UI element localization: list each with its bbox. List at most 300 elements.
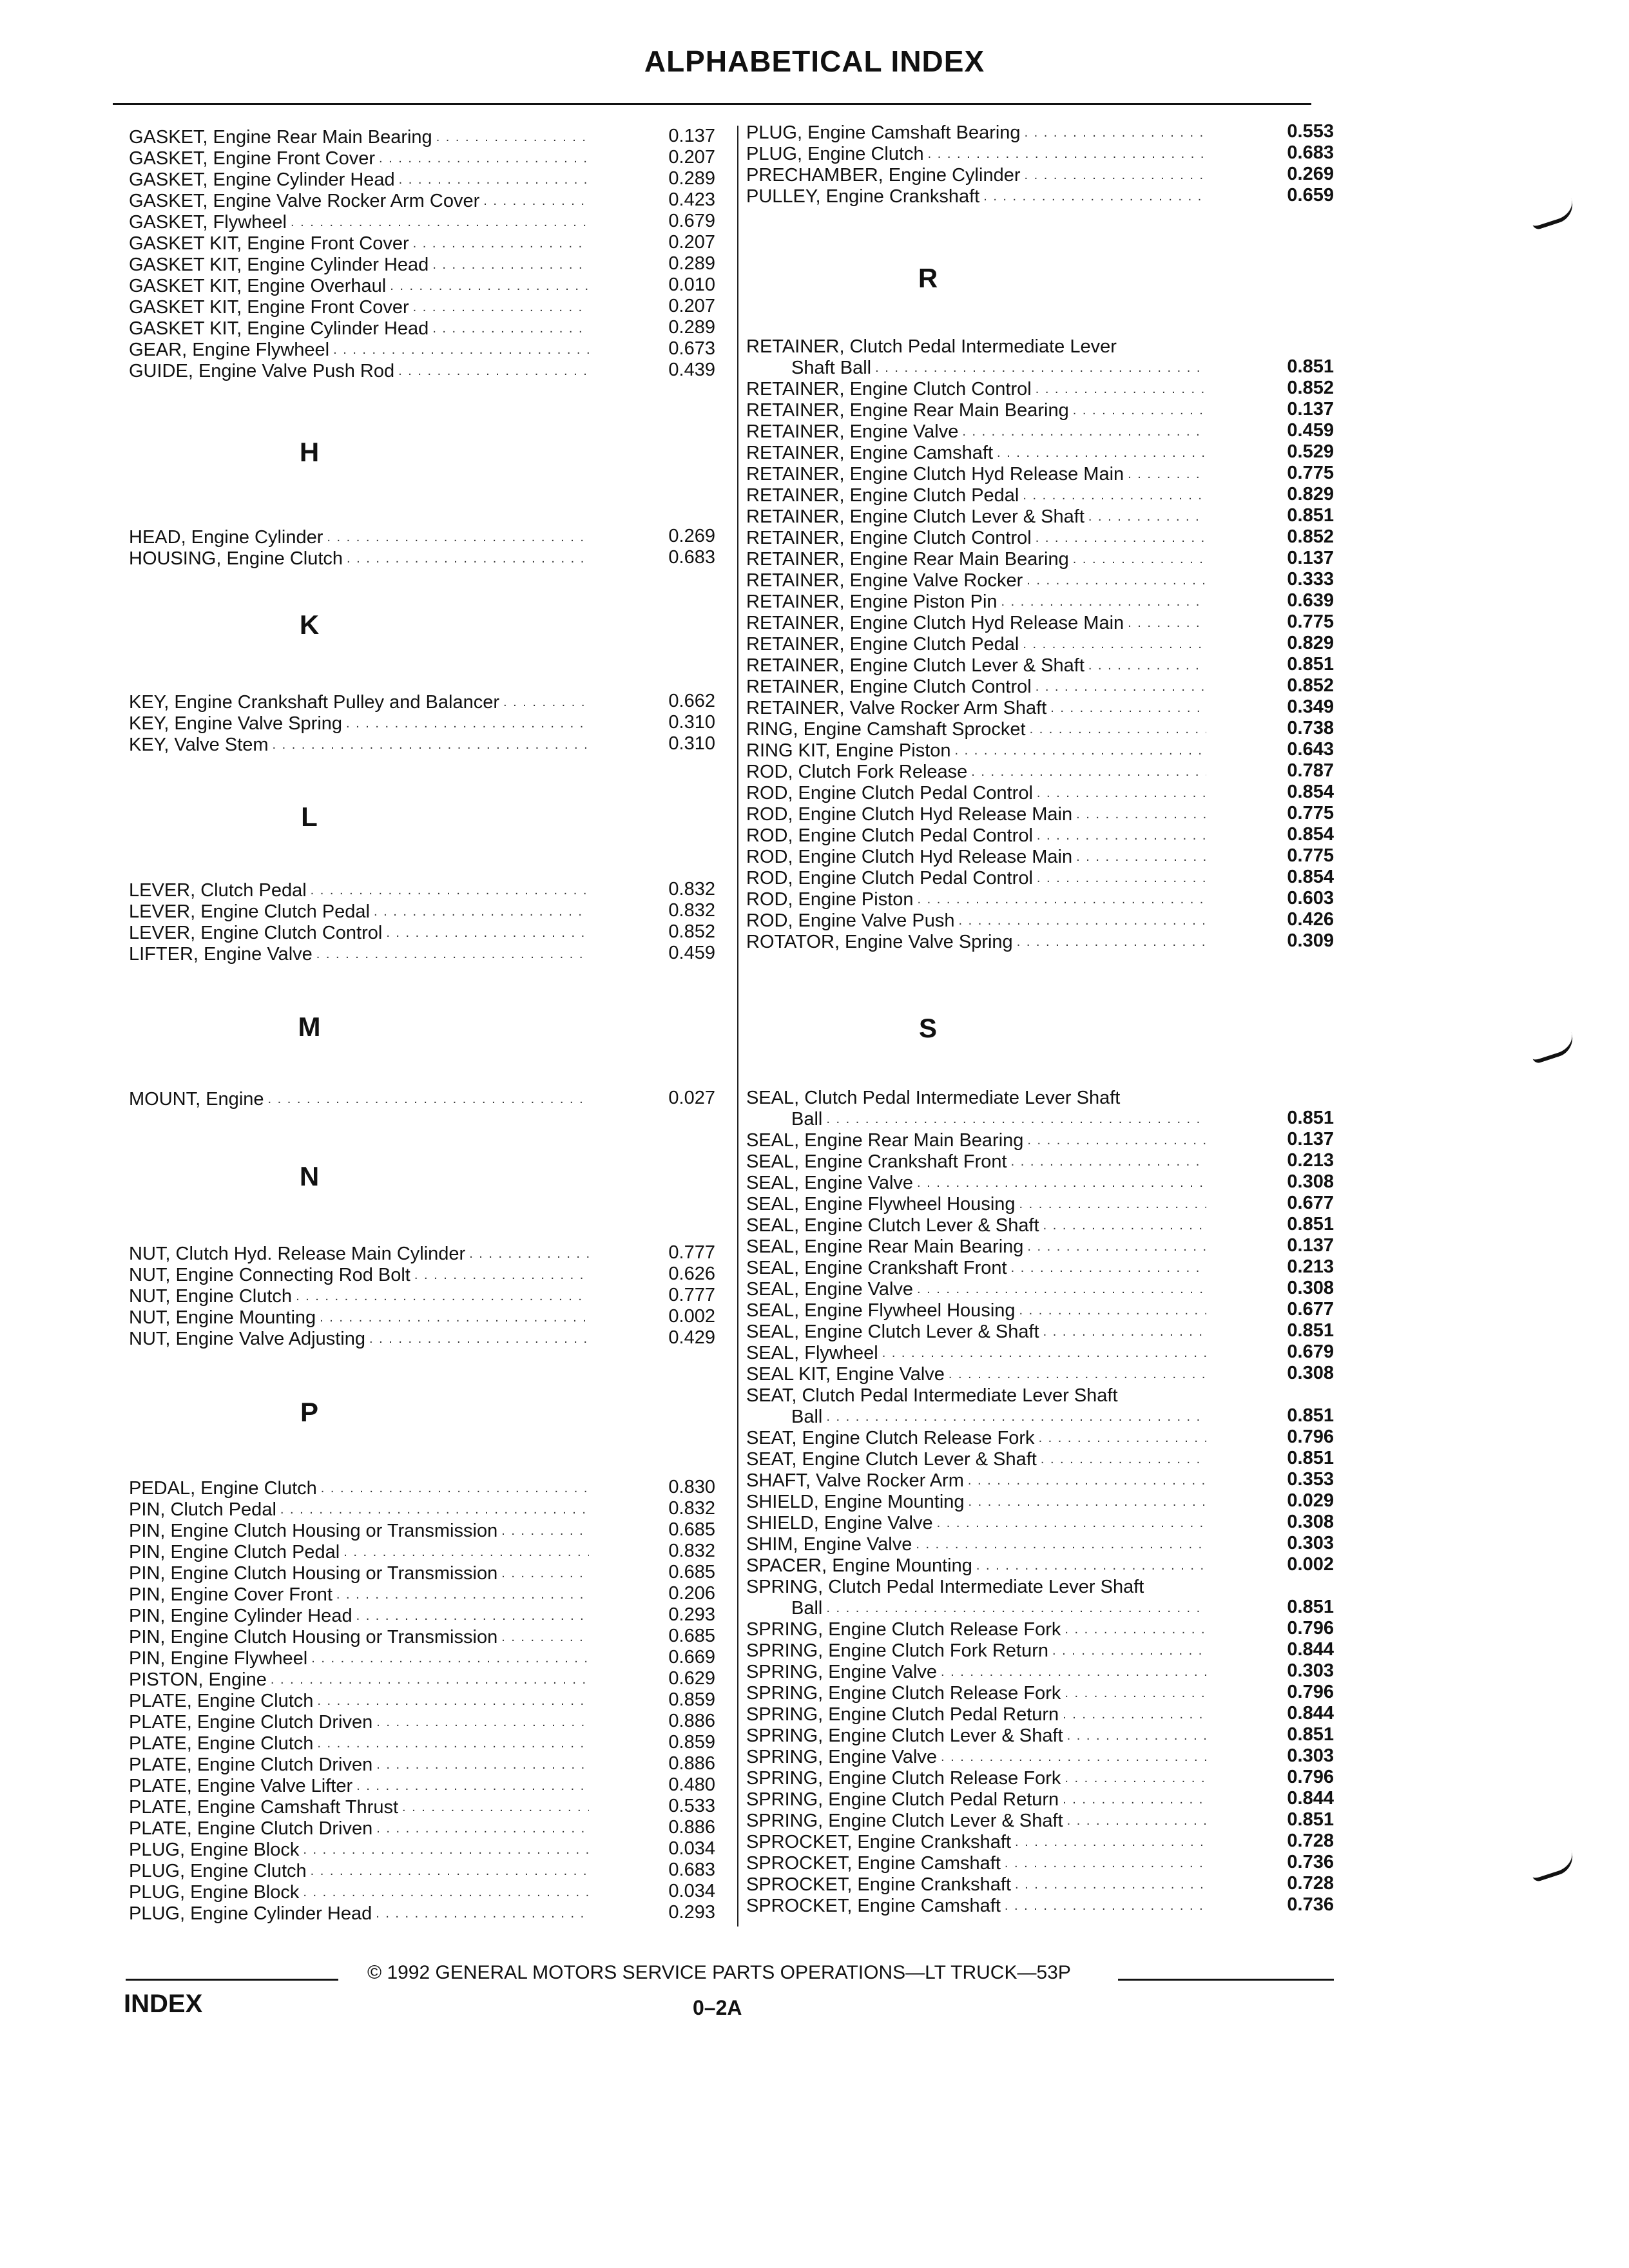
entry-label: SEAL, Engine Clutch Lever & Shaft [746, 1321, 1039, 1342]
index-entry [746, 825, 1210, 846]
page-number: 0–2A [693, 1996, 742, 2019]
page-reference: 0.626 [668, 1264, 715, 1284]
leader-dots [343, 1542, 589, 1562]
index-entry [791, 358, 1210, 378]
leader-dots [1076, 847, 1206, 867]
leader-dots [469, 1244, 589, 1264]
leader-dots [436, 127, 589, 148]
index-entry [746, 1513, 1210, 1533]
entry-label: RETAINER, Engine Camshaft [746, 443, 994, 463]
entry-label: GASKET, Engine Valve Rocker Arm Cover [129, 191, 480, 211]
entry-label: NUT, Clutch Hyd. Release Main Cylinder [129, 1244, 466, 1264]
leader-dots [1039, 1428, 1206, 1448]
index-entry [791, 1407, 1210, 1427]
leader-dots [917, 1279, 1206, 1300]
page-reference: 0.309 [1287, 930, 1334, 951]
page-reference: 0.308 [1287, 1512, 1334, 1532]
entry-label: PIN, Engine Clutch Pedal [129, 1542, 340, 1562]
page-reference: 0.679 [668, 211, 715, 231]
page-reference: 0.639 [1287, 590, 1334, 611]
leader-dots [1065, 1768, 1206, 1789]
page-reference: 0.832 [668, 879, 715, 899]
page-reference: 0.851 [1287, 505, 1334, 526]
page-reference: 0.844 [1287, 1788, 1334, 1809]
leader-dots [1041, 1449, 1206, 1470]
leader-dots [501, 1563, 589, 1584]
leader-dots [1043, 1215, 1206, 1236]
index-entry [129, 1286, 593, 1307]
index-entry [129, 212, 593, 233]
index-entry [746, 932, 1210, 952]
leader-dots [1015, 1874, 1206, 1895]
copyright-line: © 1992 GENERAL MOTORS SERVICE PARTS OPERATIONS—LT TRUCK—53P [367, 1962, 1071, 1983]
page-reference: 0.851 [1287, 1320, 1334, 1341]
page-reference: 0.426 [1287, 909, 1334, 930]
entry-label: RETAINER, Engine Rear Main Bearing [746, 549, 1069, 570]
page-reference: 0.137 [1287, 548, 1334, 568]
entry-label: SPACER, Engine Mounting [746, 1555, 972, 1576]
page-reference: 0.851 [1287, 1214, 1334, 1235]
binder-mark [1528, 1850, 1577, 1883]
leader-dots [1063, 1789, 1206, 1810]
leader-dots [316, 944, 589, 965]
index-entry [746, 1173, 1210, 1193]
index-entry [129, 1648, 593, 1669]
index-entry [129, 1542, 593, 1562]
leader-dots [311, 1861, 589, 1881]
index-entry [129, 1307, 593, 1328]
index-entry [129, 148, 593, 169]
page-reference: 0.851 [1287, 1405, 1334, 1426]
entry-label: RETAINER, Engine Clutch Lever & Shaft [746, 655, 1084, 676]
page-reference: 0.851 [1287, 1597, 1334, 1617]
leader-dots [1036, 677, 1206, 697]
page-reference: 0.886 [668, 1753, 715, 1774]
index-entry [746, 186, 1210, 207]
leader-dots [503, 692, 589, 713]
entry-label: PISTON, Engine [129, 1669, 267, 1690]
leader-dots [1065, 1683, 1206, 1704]
page-reference: 0.349 [1287, 697, 1334, 717]
index-entry [746, 1364, 1210, 1385]
index-entry [746, 1279, 1210, 1300]
page-reference: 0.796 [1287, 1618, 1334, 1639]
leader-dots [399, 169, 589, 190]
entry-label: SHAFT, Valve Rocker Arm [746, 1470, 964, 1491]
index-entry [129, 923, 593, 943]
entry-label: LIFTER, Engine Valve [129, 944, 313, 965]
leader-dots [390, 276, 589, 296]
entry-label: SEAT, Clutch Pedal Intermediate Lever Shaft [746, 1385, 1118, 1406]
entry-label: LEVER, Clutch Pedal [129, 880, 307, 901]
entry-label: KEY, Engine Valve Spring [129, 713, 343, 734]
page-reference: 0.137 [1287, 1129, 1334, 1149]
page-reference: 0.852 [668, 921, 715, 942]
page-reference: 0.829 [1287, 633, 1334, 653]
leader-dots [376, 1818, 589, 1839]
entry-label: RETAINER, Engine Clutch Control [746, 379, 1032, 399]
leader-dots [1043, 1321, 1206, 1342]
index-entry [746, 1662, 1210, 1682]
entry-label: RETAINER, Engine Clutch Lever & Shaft [746, 506, 1084, 527]
page-reference: 0.859 [668, 1732, 715, 1753]
index-entry [746, 1428, 1210, 1448]
index-entry [746, 1555, 1210, 1576]
section-letter: H [299, 437, 320, 467]
page-reference: 0.775 [1287, 463, 1334, 483]
leader-dots [1037, 783, 1206, 803]
leader-dots [1037, 825, 1206, 846]
index-entry [129, 1606, 593, 1626]
entry-label: GASKET KIT, Engine Front Cover [129, 297, 409, 318]
page-reference: 0.851 [1287, 1724, 1334, 1745]
entry-label: RETAINER, Valve Rocker Arm Shaft [746, 698, 1047, 718]
page-reference: 0.851 [1287, 1448, 1334, 1468]
section-letter: S [918, 1013, 937, 1043]
index-entry [746, 1619, 1210, 1640]
entry-label: PLATE, Engine Clutch [129, 1733, 314, 1754]
page-reference: 0.775 [1287, 611, 1334, 632]
index-entry [746, 549, 1210, 570]
leader-dots [949, 1364, 1206, 1385]
page-reference: 0.310 [668, 733, 715, 754]
leader-dots [983, 186, 1206, 207]
page-reference: 0.777 [668, 1285, 715, 1305]
index-entry [746, 1896, 1210, 1916]
leader-dots [1128, 464, 1206, 485]
entry-label: PLATE, Engine Clutch Driven [129, 1712, 373, 1733]
leader-dots [917, 1173, 1206, 1193]
entry-label: RETAINER, Engine Clutch Hyd Release Main [746, 464, 1124, 485]
leader-dots [1005, 1853, 1206, 1874]
leader-dots [303, 1840, 589, 1860]
entry-label: GASKET KIT, Engine Front Cover [129, 233, 409, 254]
index-entry [129, 1329, 593, 1349]
index-entry [746, 1151, 1210, 1172]
page-reference: 0.852 [1287, 675, 1334, 696]
page-reference: 0.002 [1287, 1554, 1334, 1575]
index-entry-label [746, 1577, 1210, 1597]
entry-label: RETAINER, Engine Valve Rocker [746, 570, 1023, 591]
leader-dots [918, 889, 1206, 910]
leader-dots [826, 1407, 1206, 1427]
leader-dots [1027, 1236, 1206, 1257]
leader-dots [317, 1733, 589, 1754]
index-entry [129, 692, 593, 713]
entry-label: PEDAL, Engine Clutch [129, 1478, 317, 1499]
entry-label-continued: Ball [791, 1598, 823, 1619]
leader-dots [1065, 1619, 1206, 1640]
index-entry [129, 318, 593, 339]
entry-label: SHIELD, Engine Mounting [746, 1492, 965, 1512]
index-entry [746, 165, 1210, 186]
page-reference: 0.775 [1287, 803, 1334, 823]
leader-dots [1036, 528, 1206, 548]
entry-label: PIN, Engine Cover Front [129, 1584, 333, 1605]
entry-label: SEAL, Engine Rear Main Bearing [746, 1130, 1024, 1151]
leader-dots [321, 1478, 589, 1499]
leader-dots [971, 762, 1206, 782]
index-entry [129, 1861, 593, 1881]
leader-dots [1017, 932, 1206, 952]
leader-dots [826, 1109, 1206, 1129]
page-reference: 0.844 [1287, 1639, 1334, 1660]
page-reference: 0.439 [668, 360, 715, 380]
page-reference: 0.832 [668, 900, 715, 921]
entry-label: PLUG, Engine Cylinder Head [129, 1903, 372, 1924]
section-letter: M [298, 1012, 321, 1042]
entry-label: SPRING, Engine Valve [746, 1747, 938, 1767]
leader-dots [1088, 506, 1206, 527]
leader-dots [268, 1089, 589, 1110]
page-reference: 0.529 [1287, 441, 1334, 462]
entry-label-continued: Ball [791, 1109, 823, 1129]
leader-dots [386, 923, 589, 943]
index-entry [129, 944, 593, 965]
page-reference: 0.207 [668, 147, 715, 168]
page-reference: 0.851 [1287, 356, 1334, 377]
index-entry [129, 901, 593, 922]
leader-dots [398, 361, 589, 381]
leader-dots [1030, 719, 1206, 740]
entry-label: NUT, Engine Mounting [129, 1307, 316, 1328]
index-entry [129, 233, 593, 254]
leader-dots [1019, 1300, 1206, 1321]
entry-label: ROD, Engine Clutch Hyd Release Main [746, 847, 1073, 867]
entry-label: RETAINER, Engine Clutch Pedal [746, 634, 1019, 655]
index-entry [746, 1236, 1210, 1257]
leader-dots [501, 1521, 589, 1541]
entry-label: SEAL, Clutch Pedal Intermediate Lever Shaft [746, 1088, 1121, 1108]
index-entry [746, 1704, 1210, 1725]
page-reference: 0.685 [668, 1626, 715, 1646]
entry-label: KEY, Engine Crankshaft Pulley and Balancer [129, 692, 499, 713]
leader-dots [1027, 1130, 1206, 1151]
index-entry [746, 740, 1210, 761]
page-reference: 0.206 [668, 1583, 715, 1604]
entry-label: ROD, Clutch Fork Release [746, 762, 968, 782]
leader-dots [311, 1648, 589, 1669]
index-entry [746, 719, 1210, 740]
page-reference: 0.423 [668, 189, 715, 210]
page-reference: 0.679 [1287, 1341, 1334, 1362]
index-entry [129, 880, 593, 901]
leader-dots [958, 910, 1206, 931]
leader-dots [413, 297, 589, 318]
page-reference: 0.459 [668, 943, 715, 963]
index-entry [746, 1449, 1210, 1470]
index-entry [746, 1321, 1210, 1342]
entry-label: RETAINER, Engine Piston Pin [746, 591, 998, 612]
entry-label: PLATE, Engine Clutch Driven [129, 1754, 373, 1775]
page-reference: 0.293 [668, 1604, 715, 1625]
page-reference: 0.553 [1287, 121, 1334, 142]
index-entry [746, 1640, 1210, 1661]
index-entry [746, 1534, 1210, 1555]
leader-dots [347, 548, 589, 569]
page-reference: 0.353 [1287, 1469, 1334, 1490]
page-reference: 0.308 [1287, 1363, 1334, 1383]
binder-mark [1528, 1032, 1577, 1064]
leader-dots [968, 1470, 1206, 1491]
entry-label: SEAL, Engine Crankshaft Front [746, 1151, 1007, 1172]
leader-dots [356, 1776, 589, 1796]
entry-label: PLATE, Engine Camshaft Thrust [129, 1797, 399, 1818]
page-reference: 0.269 [668, 526, 715, 546]
entry-label: SPRING, Engine Clutch Fork Return [746, 1640, 1049, 1661]
index-entry [129, 1089, 593, 1110]
index-entry [746, 1747, 1210, 1767]
leader-dots [280, 1499, 589, 1520]
index-entry [129, 1797, 593, 1818]
page-reference: 0.859 [668, 1689, 715, 1710]
page-reference: 0.303 [1287, 1533, 1334, 1553]
page-reference: 0.029 [1287, 1490, 1334, 1511]
page-reference: 0.854 [1287, 867, 1334, 887]
leader-dots [997, 443, 1206, 463]
page-reference: 0.310 [668, 712, 715, 733]
index-entry [746, 443, 1210, 463]
leader-dots [333, 340, 589, 360]
leader-dots [916, 1534, 1206, 1555]
page-reference: 0.851 [1287, 1108, 1334, 1128]
entry-label: GASKET KIT, Engine Cylinder Head [129, 318, 429, 339]
index-entry [129, 1712, 593, 1733]
page-reference: 0.303 [1287, 1745, 1334, 1766]
leader-dots [291, 212, 589, 233]
entry-label: PIN, Engine Flywheel [129, 1648, 308, 1669]
leader-dots [336, 1584, 589, 1605]
page-reference: 0.832 [668, 1541, 715, 1561]
entry-label: SEAL, Flywheel [746, 1343, 878, 1363]
entry-label: SPROCKET, Engine Crankshaft [746, 1832, 1012, 1852]
leader-dots [1024, 165, 1206, 186]
leader-dots [432, 318, 589, 339]
index-entry [746, 400, 1210, 421]
leader-dots [303, 1882, 589, 1903]
entry-label: RETAINER, Engine Valve [746, 421, 959, 442]
leader-dots [379, 148, 589, 169]
index-entry [129, 1584, 593, 1605]
index-entry [746, 1725, 1210, 1746]
entry-label: HOUSING, Engine Clutch [129, 548, 343, 569]
page-reference: 0.137 [1287, 1235, 1334, 1256]
index-entry [746, 1215, 1210, 1236]
leader-dots [955, 740, 1206, 761]
index-entry [129, 1244, 593, 1264]
entry-label: PLUG, Engine Block [129, 1882, 300, 1903]
entry-label: GEAR, Engine Flywheel [129, 340, 330, 360]
index-entry-label [746, 1385, 1210, 1406]
page-reference: 0.738 [1287, 718, 1334, 738]
index-entry [129, 169, 593, 190]
page-reference: 0.677 [1287, 1193, 1334, 1213]
page-title: ALPHABETICAL INDEX [644, 44, 985, 78]
page-reference: 0.677 [1287, 1299, 1334, 1320]
entry-label: ROD, Engine Piston [746, 889, 914, 910]
entry-label: SEAL, Engine Valve [746, 1173, 914, 1193]
leader-dots [1076, 804, 1206, 825]
leader-dots [962, 421, 1206, 442]
index-entry [746, 698, 1210, 718]
entry-label: KEY, Valve Stem [129, 735, 269, 755]
index-entry [129, 1627, 593, 1648]
entry-label: PLUG, Engine Camshaft Bearing [746, 122, 1021, 143]
leader-dots [1025, 122, 1206, 143]
index-entry [746, 655, 1210, 676]
leader-dots [273, 735, 589, 755]
page-reference: 0.683 [668, 1860, 715, 1880]
entry-label: RING, Engine Camshaft Sprocket [746, 719, 1026, 740]
index-entry [746, 1683, 1210, 1704]
leader-dots [432, 255, 589, 275]
leader-dots [1005, 1896, 1206, 1916]
entry-label: MOUNT, Engine [129, 1089, 264, 1110]
leader-dots [369, 1329, 589, 1349]
entry-label: RETAINER, Engine Clutch Control [746, 677, 1032, 697]
index-entry [746, 122, 1210, 143]
entry-label: SPROCKET, Engine Camshaft [746, 1853, 1001, 1874]
index-entry [129, 127, 593, 148]
entry-label: SPRING, Engine Clutch Pedal Return [746, 1704, 1059, 1725]
leader-dots [937, 1513, 1206, 1533]
entry-label: PLUG, Engine Block [129, 1840, 300, 1860]
leader-dots [1088, 655, 1206, 676]
entry-label: SEAL, Engine Clutch Lever & Shaft [746, 1215, 1039, 1236]
entry-label: GASKET KIT, Engine Cylinder Head [129, 255, 429, 275]
page-reference: 0.796 [1287, 1427, 1334, 1447]
leader-dots [1027, 570, 1206, 591]
entry-label: RETAINER, Engine Rear Main Bearing [746, 400, 1069, 421]
entry-label: PULLEY, Engine Crankshaft [746, 186, 980, 207]
index-entry [746, 613, 1210, 633]
leader-dots [941, 1747, 1206, 1767]
entry-label: GASKET KIT, Engine Overhaul [129, 276, 387, 296]
page-reference: 0.775 [1287, 845, 1334, 866]
leader-dots [296, 1286, 589, 1307]
page-reference: 0.851 [1287, 654, 1334, 675]
leader-dots [1023, 485, 1206, 506]
index-entry [746, 591, 1210, 612]
index-entry [746, 1343, 1210, 1363]
index-entry [129, 1691, 593, 1711]
index-entry [746, 804, 1210, 825]
index-entry [746, 677, 1210, 697]
entry-label: PIN, Engine Cylinder Head [129, 1606, 352, 1626]
page-reference: 0.333 [1287, 569, 1334, 590]
page-reference: 0.308 [1287, 1278, 1334, 1298]
entry-label: RETAINER, Engine Clutch Hyd Release Main [746, 613, 1124, 633]
leader-dots [1015, 1832, 1206, 1852]
page-reference: 0.643 [1287, 739, 1334, 760]
entry-label: SPRING, Engine Clutch Lever & Shaft [746, 1725, 1063, 1746]
entry-label: SPRING, Engine Clutch Release Fork [746, 1768, 1061, 1789]
leader-dots [1073, 400, 1206, 421]
page-reference: 0.034 [668, 1881, 715, 1901]
index-entry [746, 783, 1210, 803]
index-entry [746, 1258, 1210, 1278]
page-reference: 0.308 [1287, 1171, 1334, 1192]
entry-label-continued: Shaft Ball [791, 358, 872, 378]
section-letter: P [300, 1397, 318, 1427]
leader-dots [1063, 1704, 1206, 1725]
page-reference: 0.728 [1287, 1873, 1334, 1894]
leader-dots [1011, 1258, 1206, 1278]
page-reference: 0.207 [668, 296, 715, 316]
page-reference: 0.137 [668, 126, 715, 146]
index-entry [129, 1818, 593, 1839]
leader-dots [376, 1712, 589, 1733]
